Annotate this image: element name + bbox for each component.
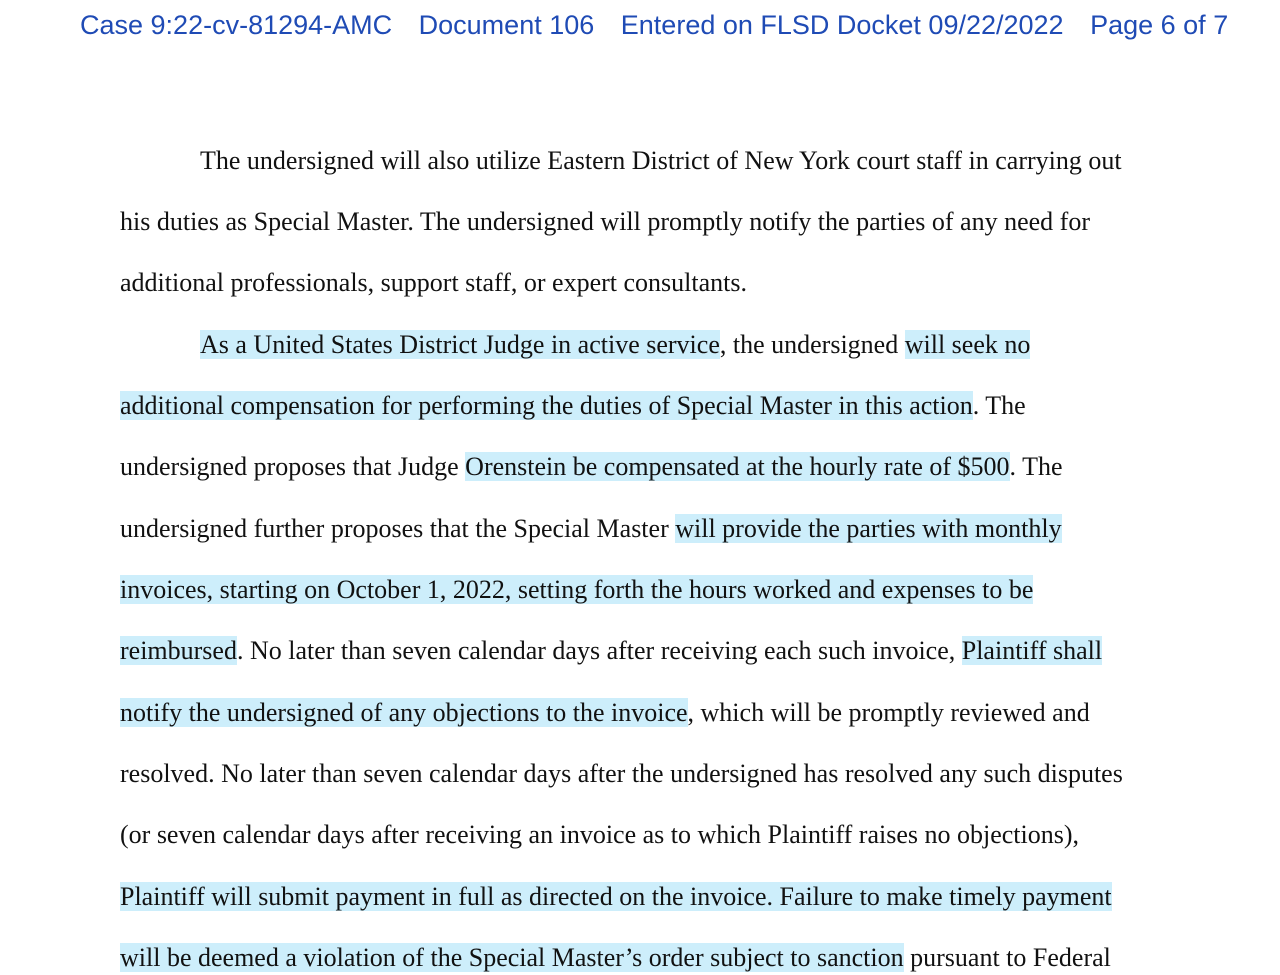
text-line: [200, 144, 1122, 178]
highlighted-text: As a United States District Judge in active service: [200, 330, 720, 359]
text-line: [120, 389, 1026, 423]
text-line: [120, 696, 1090, 730]
text-line: [200, 328, 1030, 362]
highlighted-text: additional compensation for performing the duties of Special Master in this action: [120, 391, 973, 420]
text-segment: . No later than seven calendar days after receiving each such invoice,: [236, 636, 962, 665]
docket-entry-date: Entered on FLSD Docket 09/22/2022: [620, 10, 1064, 40]
text-segment: , the undersigned: [719, 330, 905, 359]
docket-header: [80, 8, 1228, 42]
text-segment: (or seven calendar days after receiving an invoice as to which Plaintiff raises no objections),: [120, 820, 1080, 849]
text-segment: undersigned proposes that Judge: [120, 452, 466, 481]
highlighted-text: Orenstein be compensated at the hourly rate of $500: [465, 452, 1010, 481]
page-number: Page 6 of 7: [1090, 10, 1229, 40]
text-line: [120, 634, 1102, 668]
text-line: [120, 818, 1079, 852]
highlighted-text: invoices, starting on October 1, 2022, setting forth the hours worked and expenses to be: [120, 575, 1034, 604]
text-line: [120, 573, 1033, 607]
text-segment: undersigned further proposes that the Special Master: [120, 514, 676, 543]
highlighted-text: notify the undersigned of any objections to the invoice: [120, 698, 688, 727]
text-line: [120, 266, 747, 300]
text-segment: pursuant to Federal: [903, 943, 1111, 972]
text-segment: , which will be promptly reviewed and: [687, 698, 1090, 727]
highlighted-text: reimbursed: [120, 636, 237, 665]
text-line: [120, 205, 1090, 239]
text-line: [120, 450, 1063, 484]
highlighted-text: will provide the parties with monthly: [675, 514, 1062, 543]
text-line: [120, 880, 1112, 914]
text-line: [120, 757, 1123, 791]
text-line: [120, 512, 1062, 546]
text-line: [120, 941, 1111, 975]
highlighted-text: Plaintiff shall: [961, 636, 1103, 665]
highlighted-text: will seek no: [904, 330, 1031, 359]
text-segment: his duties as Special Master. The undersigned will promptly notify the parties of any need for: [120, 207, 1090, 236]
text-segment: additional professionals, support staff, or expert consultants.: [120, 268, 748, 297]
text-segment: The undersigned will also utilize Eastern District of New York court staff in carrying out: [200, 146, 1122, 175]
case-number: Case 9:22-cv-81294-AMC: [80, 10, 393, 40]
highlighted-text: will be deemed a violation of the Special Master’s order subject to sanction: [120, 943, 904, 972]
highlighted-text: Plaintiff will submit payment in full as directed on the invoice. Failure to make timely payment: [120, 882, 1112, 911]
text-segment: . The: [1009, 452, 1063, 481]
document-number: Document 106: [418, 10, 595, 40]
text-segment: resolved. No later than seven calendar days after the undersigned has resolved any such disputes: [120, 759, 1123, 788]
text-segment: . The: [972, 391, 1026, 420]
